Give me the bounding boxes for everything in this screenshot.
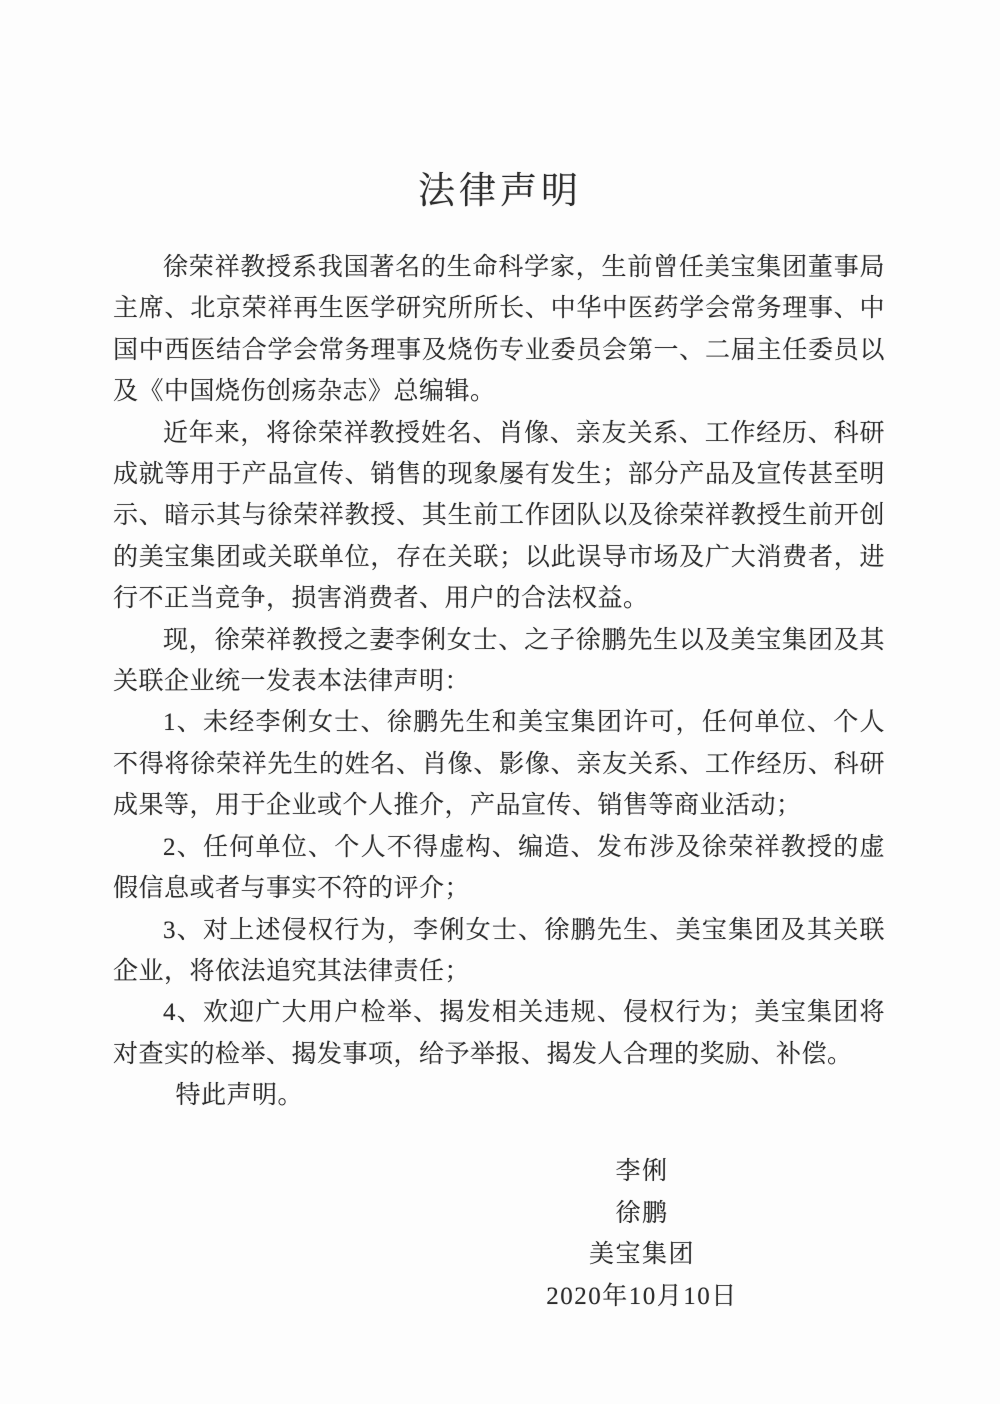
body-line: 成果等，用于企业或个人推介，产品宣传、销售等商业活动； (113, 792, 802, 820)
body-line: 徐荣祥教授系我国著名的生命科学家，生前曾任美宝集团董事局 (163, 254, 885, 281)
body-line: 的美宝集团或关联单位，存在关联；以此误导市场及广大消费者，进 (113, 543, 885, 571)
body-line: 行不正当竞争，损害消费者、用户的合法权益。 (113, 585, 649, 613)
document-title: 法律声明 (418, 171, 582, 212)
body-line: 及《中国烧伤创疡杂志》总编辑。 (113, 378, 496, 406)
signature-block (399, 1151, 885, 1317)
body-line: 企业，将依法追究其法律责任； (113, 957, 471, 985)
body-line: 4、欢迎广大用户检举、揭发相关违规、侵权行为；美宝集团将 (163, 999, 885, 1027)
body-line: 现，徐荣祥教授之妻李俐女士、之子徐鹏先生以及美宝集团及其 (163, 626, 885, 654)
statement-date: 2020年10月10日 (546, 1282, 738, 1310)
signer-name-1: 李俐 (615, 1158, 669, 1185)
body-line: 1、未经李俐女士、徐鹏先生和美宝集团许可，任何单位、个人 (163, 709, 885, 737)
body-line: 近年来，将徐荣祥教授姓名、肖像、亲友关系、工作经历、科研 (163, 419, 885, 447)
document-body (113, 247, 885, 1117)
body-line: 主席、北京荣祥再生医学研究所所长、中华中医药学会常务理事、中 (113, 295, 885, 323)
body-line: 2、任何单位、个人不得虚构、编造、发布涉及徐荣祥教授的虚 (163, 833, 885, 861)
closing-statement: 特此声明。 (175, 1082, 304, 1110)
body-line: 关联企业统一发表本法律声明： (113, 668, 471, 696)
body-line: 3、对上述侵权行为，李俐女士、徐鹏先生、美宝集团及其关联 (163, 916, 885, 944)
body-line: 不得将徐荣祥先生的姓名、肖像、影像、亲友关系、工作经历、科研 (113, 750, 885, 778)
company-name: 美宝集团 (588, 1241, 695, 1269)
body-line: 对查实的检举、揭发事项，给予举报、揭发人合理的奖励、补偿。 (113, 1040, 853, 1068)
body-line: 示、暗示其与徐荣祥教授、其生前工作团队以及徐荣祥教授生前开创 (113, 502, 885, 530)
body-line: 国中西医结合学会常务理事及烧伤专业委员会第一、二届主任委员以 (113, 336, 885, 364)
body-line: 假信息或者与事实不符的评介； (113, 875, 471, 903)
body-line: 成就等用于产品宣传、销售的现象屡有发生；部分产品及宣传甚至明 (113, 461, 885, 489)
signer-name-2: 徐鹏 (615, 1199, 669, 1227)
